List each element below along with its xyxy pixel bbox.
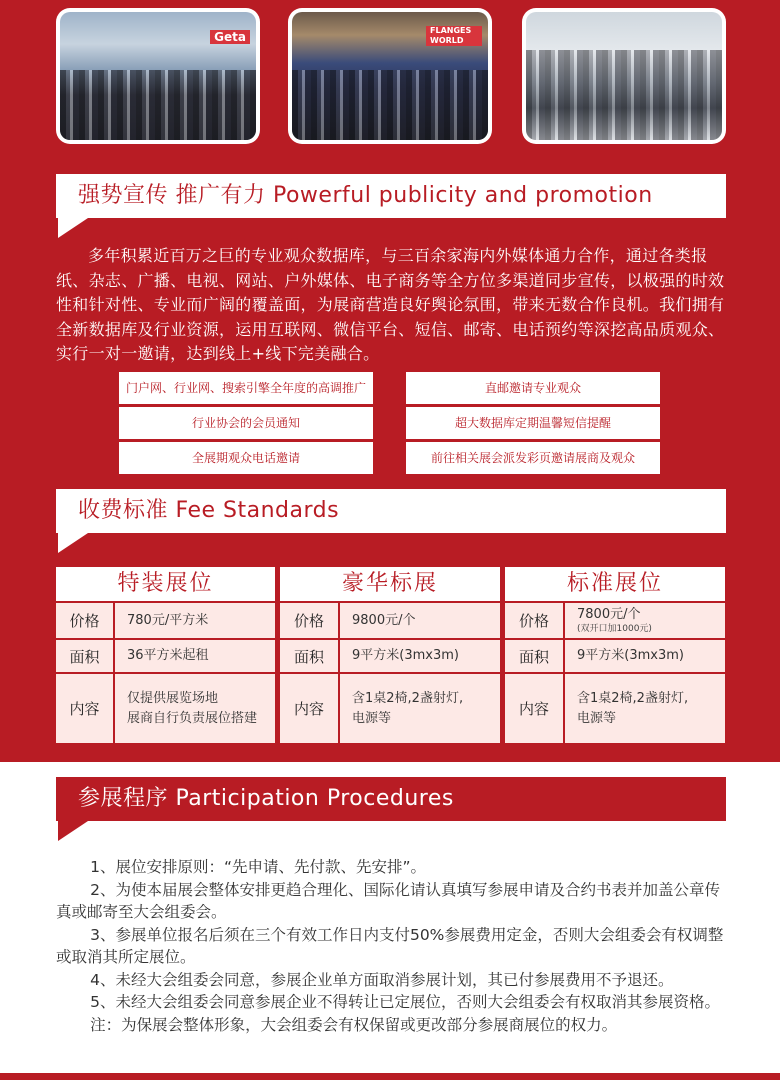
- price-value: [340, 603, 500, 638]
- area-text: 9平方米(3mx3m): [577, 648, 684, 663]
- booth-type-header: 标准展位: [505, 567, 725, 601]
- content-line: 含1桌2椅,2盏射灯,: [352, 690, 464, 706]
- procedure-item: 3、参展单位报名后须在三个有效工作日内支付50%参展费用定金，否则大会组委会有权调整或取消其所定展位。: [56, 925, 724, 966]
- price-text: 780元/平方米: [127, 612, 209, 628]
- booth-sign: FLANGES WORLD: [426, 26, 482, 46]
- section-header-publicity: [56, 174, 726, 218]
- price-value: [115, 603, 275, 638]
- booth-sign: Geta: [210, 30, 250, 44]
- price-value: [565, 603, 725, 638]
- procedure-item: 1、展位安排原则：“先申请、先付款、先安排”。: [90, 858, 427, 876]
- procedure-note: 注：为保展会整体形象，大会组委会有权保留或更改部分参展商展位的权力。: [90, 1015, 618, 1034]
- content-line: 电源等: [352, 710, 392, 726]
- procedure-item: 2、为使本届展会整体安排更趋合理化、国际化请认真填写参展申请及合约书表并加盖公章传真或邮寄至大会组委会。: [56, 880, 720, 921]
- exhibition-photo-1: [56, 8, 260, 144]
- price-label: 价格: [280, 603, 338, 638]
- content-label: 内容: [505, 674, 563, 743]
- price-label: 价格: [505, 603, 563, 638]
- promo-channel: 行业协会的会员通知: [119, 407, 373, 439]
- section-title: 强势宣传 推广有力 Powerful publicity and promotion: [78, 183, 653, 208]
- content-label: 内容: [56, 674, 113, 743]
- booth-type-header: 特装展位: [56, 567, 275, 601]
- content-line: 含1桌2椅,2盏射灯,: [577, 690, 689, 706]
- promo-channel: 全展期观众电话邀请: [119, 442, 373, 474]
- promo-channel: 直邮邀请专业观众: [406, 372, 660, 404]
- banner-pointer: [58, 821, 88, 841]
- content-value: [340, 674, 500, 743]
- publicity-description: 多年积累近百万之巨的专业观众数据库，与三百余家海内外媒体通力合作，通过各类报纸、杂志、广播、电视、网站、户外媒体、电子商务等全方位多渠道同步宣传，以极强的时效性和针对性、专业而广阔的覆盖面，为展商营造良好舆论氛围，带来无数合作良机。我们拥有全新数据库及行业资源，运用互联网、微信平台、短信、邮寄、电话预约等深挖高品质观众、实行一对一邀请，达到线上+线下完美融合。: [56, 246, 725, 363]
- section-header-procedures: [56, 777, 726, 821]
- promo-channel: 门户网、行业网、搜索引擎全年度的高调推广: [119, 372, 373, 404]
- section-header-fees: [56, 489, 726, 533]
- content-line: 仅提供展览场地: [127, 690, 219, 706]
- promo-channel: 超大数据库定期温馨短信提醒: [406, 407, 660, 439]
- booth-type-header: 豪华标展: [280, 567, 500, 601]
- promo-channel: 前往相关展会派发彩页邀请展商及观众: [406, 442, 660, 474]
- banner-pointer: [58, 533, 88, 553]
- area-text: 36平方米起租: [127, 648, 209, 663]
- exhibition-photo-3: [522, 8, 726, 144]
- content-value: [115, 674, 275, 743]
- section-title: 收费标准 Fee Standards: [78, 498, 340, 523]
- footer-bar: [0, 1073, 780, 1080]
- content-line: 电源等: [577, 710, 617, 726]
- procedure-item: 5、未经大会组委会同意参展企业不得转让已定展位，否则大会组委会有权取消其参展资格。: [90, 993, 720, 1011]
- area-label: 面积: [56, 640, 113, 672]
- content-line: 展商自行负责展位搭建: [127, 710, 258, 726]
- price-note: (双开口加1000元): [577, 623, 652, 634]
- banner-pointer: [58, 218, 88, 238]
- area-value: [340, 640, 500, 672]
- content-label: 内容: [280, 674, 338, 743]
- area-value: [565, 640, 725, 672]
- procedure-item: 4、未经大会组委会同意，参展企业单方面取消参展计划，其已付参展费用不予退还。: [90, 970, 674, 989]
- price-text: 9800元/个: [352, 612, 416, 628]
- content-value: [565, 674, 725, 743]
- price-text: 7800元/个: [577, 606, 641, 622]
- area-value: [115, 640, 275, 672]
- section-title: 参展程序 Participation Procedures: [78, 786, 454, 811]
- exhibition-photo-2: [288, 8, 492, 144]
- area-label: 面积: [505, 640, 563, 672]
- procedures-list: [56, 856, 728, 1036]
- price-label: 价格: [56, 603, 113, 638]
- area-label: 面积: [280, 640, 338, 672]
- area-text: 9平方米(3mx3m): [352, 648, 459, 663]
